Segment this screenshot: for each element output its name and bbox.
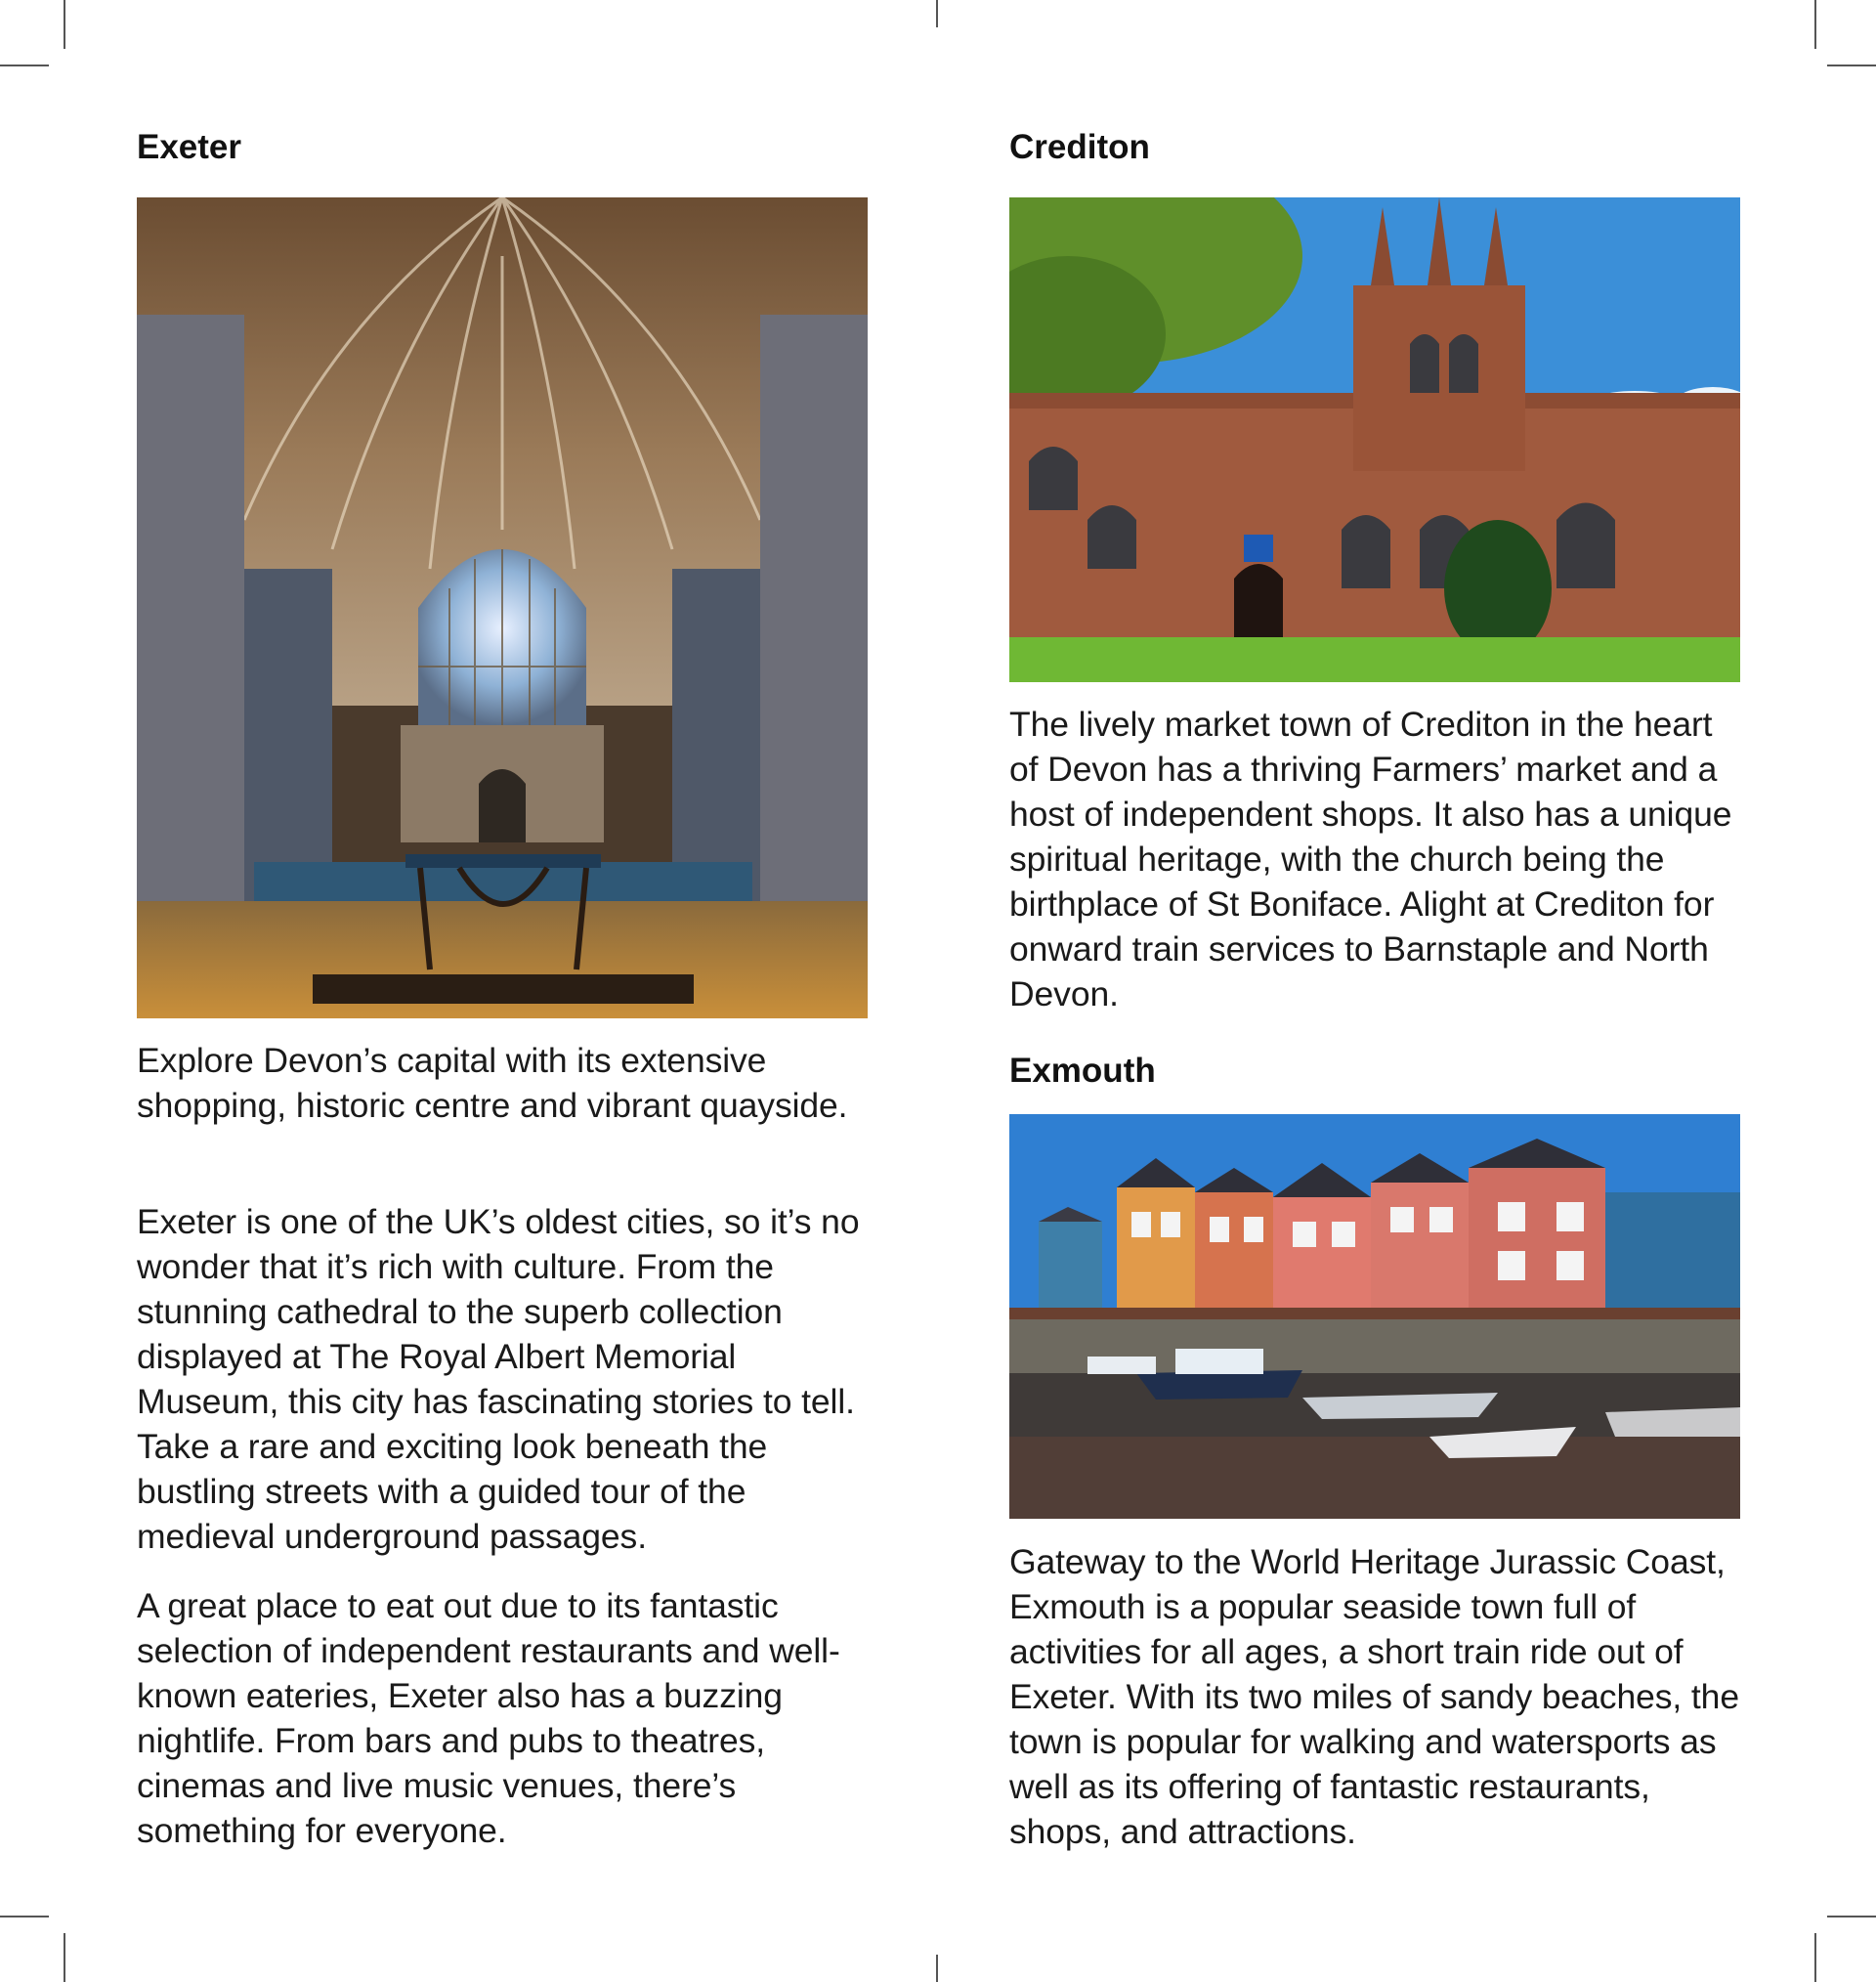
crediton-paragraph-1: The lively market town of Crediton in the heart of Devon has a thriving Farmers’ market and a host of independent shops. It also has a unique spiritual heritage, with the church being the birthplace of St Boniface. Alight at Crediton for onward train services to Barnstaple and North Devon.	[1009, 705, 1732, 1013]
crop-mark	[1827, 65, 1876, 66]
crop-mark	[936, 1955, 938, 1982]
church-tower-photo	[1009, 197, 1740, 682]
crediton-title: Crediton	[1009, 128, 1150, 166]
crop-mark	[1814, 0, 1816, 49]
crop-mark	[0, 1916, 49, 1917]
exmouth-paragraph-1: Gateway to the World Heritage Jurassic Coast, Exmouth is a popular seaside town full of activities for all ages, a short train ride out of Exeter. With its two miles of sandy beaches, the town is popular for walking and watersports as well as its offering of fantastic restaurants, shops, and attractions.	[1009, 1542, 1739, 1851]
cathedral-interior-photo	[137, 197, 868, 1018]
crop-mark	[64, 0, 65, 49]
crop-mark	[1814, 1933, 1816, 1982]
crop-mark	[64, 1933, 65, 1982]
exmouth-title: Exmouth	[1009, 1052, 1156, 1090]
exeter-paragraph-2: Exeter is one of the UK’s oldest cities, so it’s no wonder that it’s rich with culture. From the stunning cathedral to the superb collection displayed at The Royal Albert Memorial Museum, this city has fascinating stories to tell. Take a rare and exciting look beneath the bustling streets with a guided tour of the medieval underground passages.	[137, 1202, 860, 1556]
exeter-title: Exeter	[137, 128, 242, 166]
marina-houses-photo	[1009, 1114, 1740, 1519]
crop-mark	[1827, 1916, 1876, 1917]
crop-mark	[0, 65, 49, 66]
exeter-paragraph-1: Explore Devon’s capital with its extensive shopping, historic centre and vibrant quayside.	[137, 1041, 848, 1125]
exeter-paragraph-3: A great place to eat out due to its fantastic selection of independent restaurants and well-known eateries, Exeter also has a buzzing nightlife. From bars and pubs to theatres, cinemas and live music venues, there’s something for everyone.	[137, 1586, 840, 1850]
crop-mark	[936, 0, 938, 27]
